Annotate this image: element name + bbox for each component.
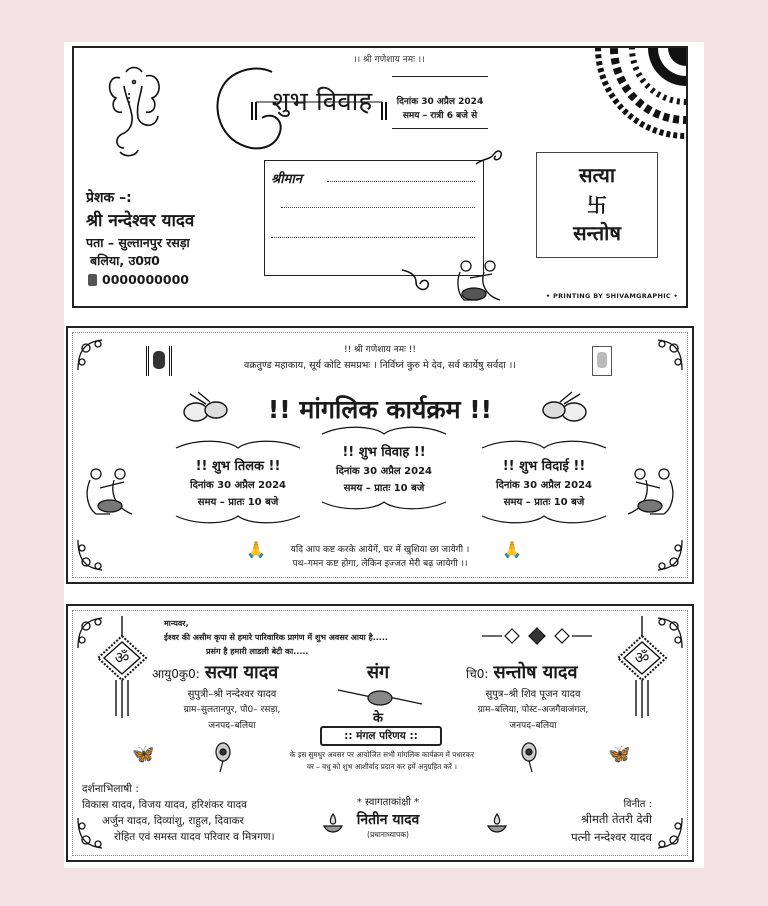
darshan-label: दर्शनाभिलाषी : [82, 783, 139, 795]
couple-frame [536, 152, 658, 258]
event-vidai [474, 438, 614, 526]
event-badge: :: मंगल परिणय :: [320, 726, 442, 746]
bride-address-1: ग्राम–सुलतानपुर, पो0– रसड़ा, [183, 705, 281, 715]
event-time: समय – प्रातः 10 बजे [197, 497, 279, 508]
event-name: !! शुभ तिलक !! [195, 459, 281, 474]
intro-line-1: ईश्वर की असीम कृपा से हमारे पारिवारिक प्रागंण में शुभ अवसर आया है..... [164, 633, 388, 642]
printer-credit: • PRINTING BY SHIVAMGRAPHIC • [545, 292, 678, 300]
ke-text: के [373, 711, 383, 726]
bride-address-2: जनपद–बलिया [208, 721, 256, 731]
event-date: दिनांक 30 अप्रैल 2024 [189, 480, 287, 491]
recipient-label: श्रीमान [271, 172, 302, 187]
recipient-line-3[interactable] [271, 237, 475, 238]
event-time: समय – प्रातः 10 बजे [343, 483, 425, 494]
musicians-icon [82, 466, 140, 518]
invocation-text: ।। श्री गणेशाय नमः ।। [353, 55, 425, 65]
bride-short-name: सत्या [578, 163, 616, 187]
groom-heading [466, 660, 577, 684]
invocation-text: !! श्री गणेशाय नमः !! [343, 345, 417, 355]
recipient-box [264, 160, 484, 276]
darshan-line-1: विकास यादव, विजय यादव, हरिशंकर यादव [82, 799, 247, 811]
recipient-line-2[interactable] [281, 207, 475, 208]
darshan-line-2: अर्जुन यादव, दिव्यांशु, राहुल, दिवाकर [102, 815, 244, 827]
bride-parent: सुपुत्री–श्री नन्देश्वर यादव [187, 689, 277, 700]
mandala-icon [594, 48, 686, 140]
groom-short-name: सन्तोष [573, 221, 621, 245]
shloka-text: वक्रतुण्ड महाकाय, सूर्य कोटि समप्रभः । निर्विघ्नं कुरु मे देव, सर्व कार्येषु सर्वदा ।। [244, 360, 516, 371]
groom-parent: सुपुत्र–श्री शिव पूजन यादव [485, 689, 581, 700]
intro-line-2: प्रसंग है हमारी लाडली बेटी का..... [206, 647, 309, 656]
sender-name: श्री नन्देश्वर यादव [86, 211, 195, 231]
swastika-icon: 卐 [587, 193, 607, 217]
om-hanging-right [612, 616, 672, 720]
butterfly-icon: 🦋 [132, 744, 155, 765]
event-tilak [168, 438, 308, 526]
phone-icon [88, 274, 97, 286]
sang-text: संग [366, 662, 390, 683]
event-time: समय – प्रातः 10 बजे [503, 497, 585, 508]
folded-hands-icon: 🙏 [246, 540, 266, 559]
musicians-icon [452, 258, 510, 304]
diya-icon [486, 812, 508, 836]
invitation-sheet [64, 42, 704, 868]
om-hanging-left [92, 616, 152, 720]
vinit-line-2: पत्नी नन्देश्वर यादव [571, 830, 652, 844]
musicians-icon [620, 466, 678, 518]
groom-prefix: चि0: [466, 667, 489, 681]
salutation: मान्यवर, [164, 619, 189, 628]
date-text: दिनांक 30 अप्रैल 2024 [396, 97, 484, 107]
welcomer-label: * स्वागताकांक्षी * [356, 797, 420, 808]
joined-hands-icon [336, 684, 424, 710]
om-icon: ॐ [114, 648, 130, 667]
sender-address-2: बलिया, उ0प्र0 [90, 253, 160, 268]
folded-hands-icon: 🙏 [502, 540, 522, 559]
diamond-ornament-icon [482, 626, 592, 646]
peacock-feather-icon [518, 742, 540, 772]
invitation-card [66, 604, 694, 862]
butterfly-icon: 🦋 [608, 744, 631, 765]
blessing-line-1: के इस सुमधुर अवसर पर आयोजित सभी मांगलिक कार्यक्रम में पधारकर [290, 750, 474, 759]
program-title: !! मांगलिक कार्यक्रम !! [267, 395, 493, 424]
darshan-line-3: रोहित एवं समस्त यादव परिवार व मित्रगण। [114, 831, 275, 843]
title-text: शुभ विवाह [271, 87, 373, 117]
om-icon: ॐ [634, 648, 650, 667]
event-name: !! शुभ विवाह !! [342, 445, 426, 460]
couplet-line-2: पथ–गमन कष्ट होगा, लेकिन इज्जत मेरी बढ़ जायेगी ।। [292, 559, 468, 569]
groom-name: सन्तोष यादव [493, 662, 578, 683]
program-card [66, 326, 694, 584]
divider [392, 128, 488, 129]
vinit-label: विनीत : [623, 799, 652, 810]
blessing-line-2: वर – वधु को शुभ आशीर्वाद प्रदान कर हमें अनुग्रहित करें । [307, 762, 457, 771]
event-name: !! शुभ विदाई !! [502, 459, 586, 474]
flourish-icon [400, 266, 434, 296]
groom-address-2: जनपद–बलिया [509, 721, 557, 731]
sender-address-1: पता – सुल्तानपुर रसड़ा [86, 235, 190, 250]
welcomer-name: नितीन यादव [356, 812, 420, 828]
sender-phone: 0000000000 [102, 272, 189, 287]
divider [392, 76, 488, 77]
sender-label: प्रेशक –: [86, 190, 132, 206]
envelope-card [72, 46, 688, 308]
bride-name: सत्या यादव [204, 662, 279, 683]
event-date: दिनांक 30 अप्रैल 2024 [495, 480, 593, 491]
welcomer-title: (प्रधानाध्यापक) [367, 830, 409, 839]
vinit-line-1: श्रीमती तेतरी देवी [580, 812, 652, 826]
bride-heading [152, 660, 278, 684]
time-text: समय – रात्री 6 बजे से [402, 111, 478, 121]
recipient-line-1[interactable] [327, 181, 475, 182]
corner-flourish-icon [646, 814, 686, 854]
peacock-feather-icon [212, 742, 234, 772]
groom-address-1: ग्राम–बलिया, पोस्ट–अजगैवाजंगल, [477, 705, 589, 715]
couplet-line-1: यदि आप कष्ट करके आयेगें, घर में खुशिया छा जायेगी । [290, 545, 470, 555]
event-date: दिनांक 30 अप्रैल 2024 [335, 466, 433, 477]
event-vivah [314, 424, 454, 512]
flourish-icon [474, 144, 504, 170]
ganesha-icon [102, 64, 166, 160]
bride-prefix: आयु0कु0: [152, 667, 200, 681]
